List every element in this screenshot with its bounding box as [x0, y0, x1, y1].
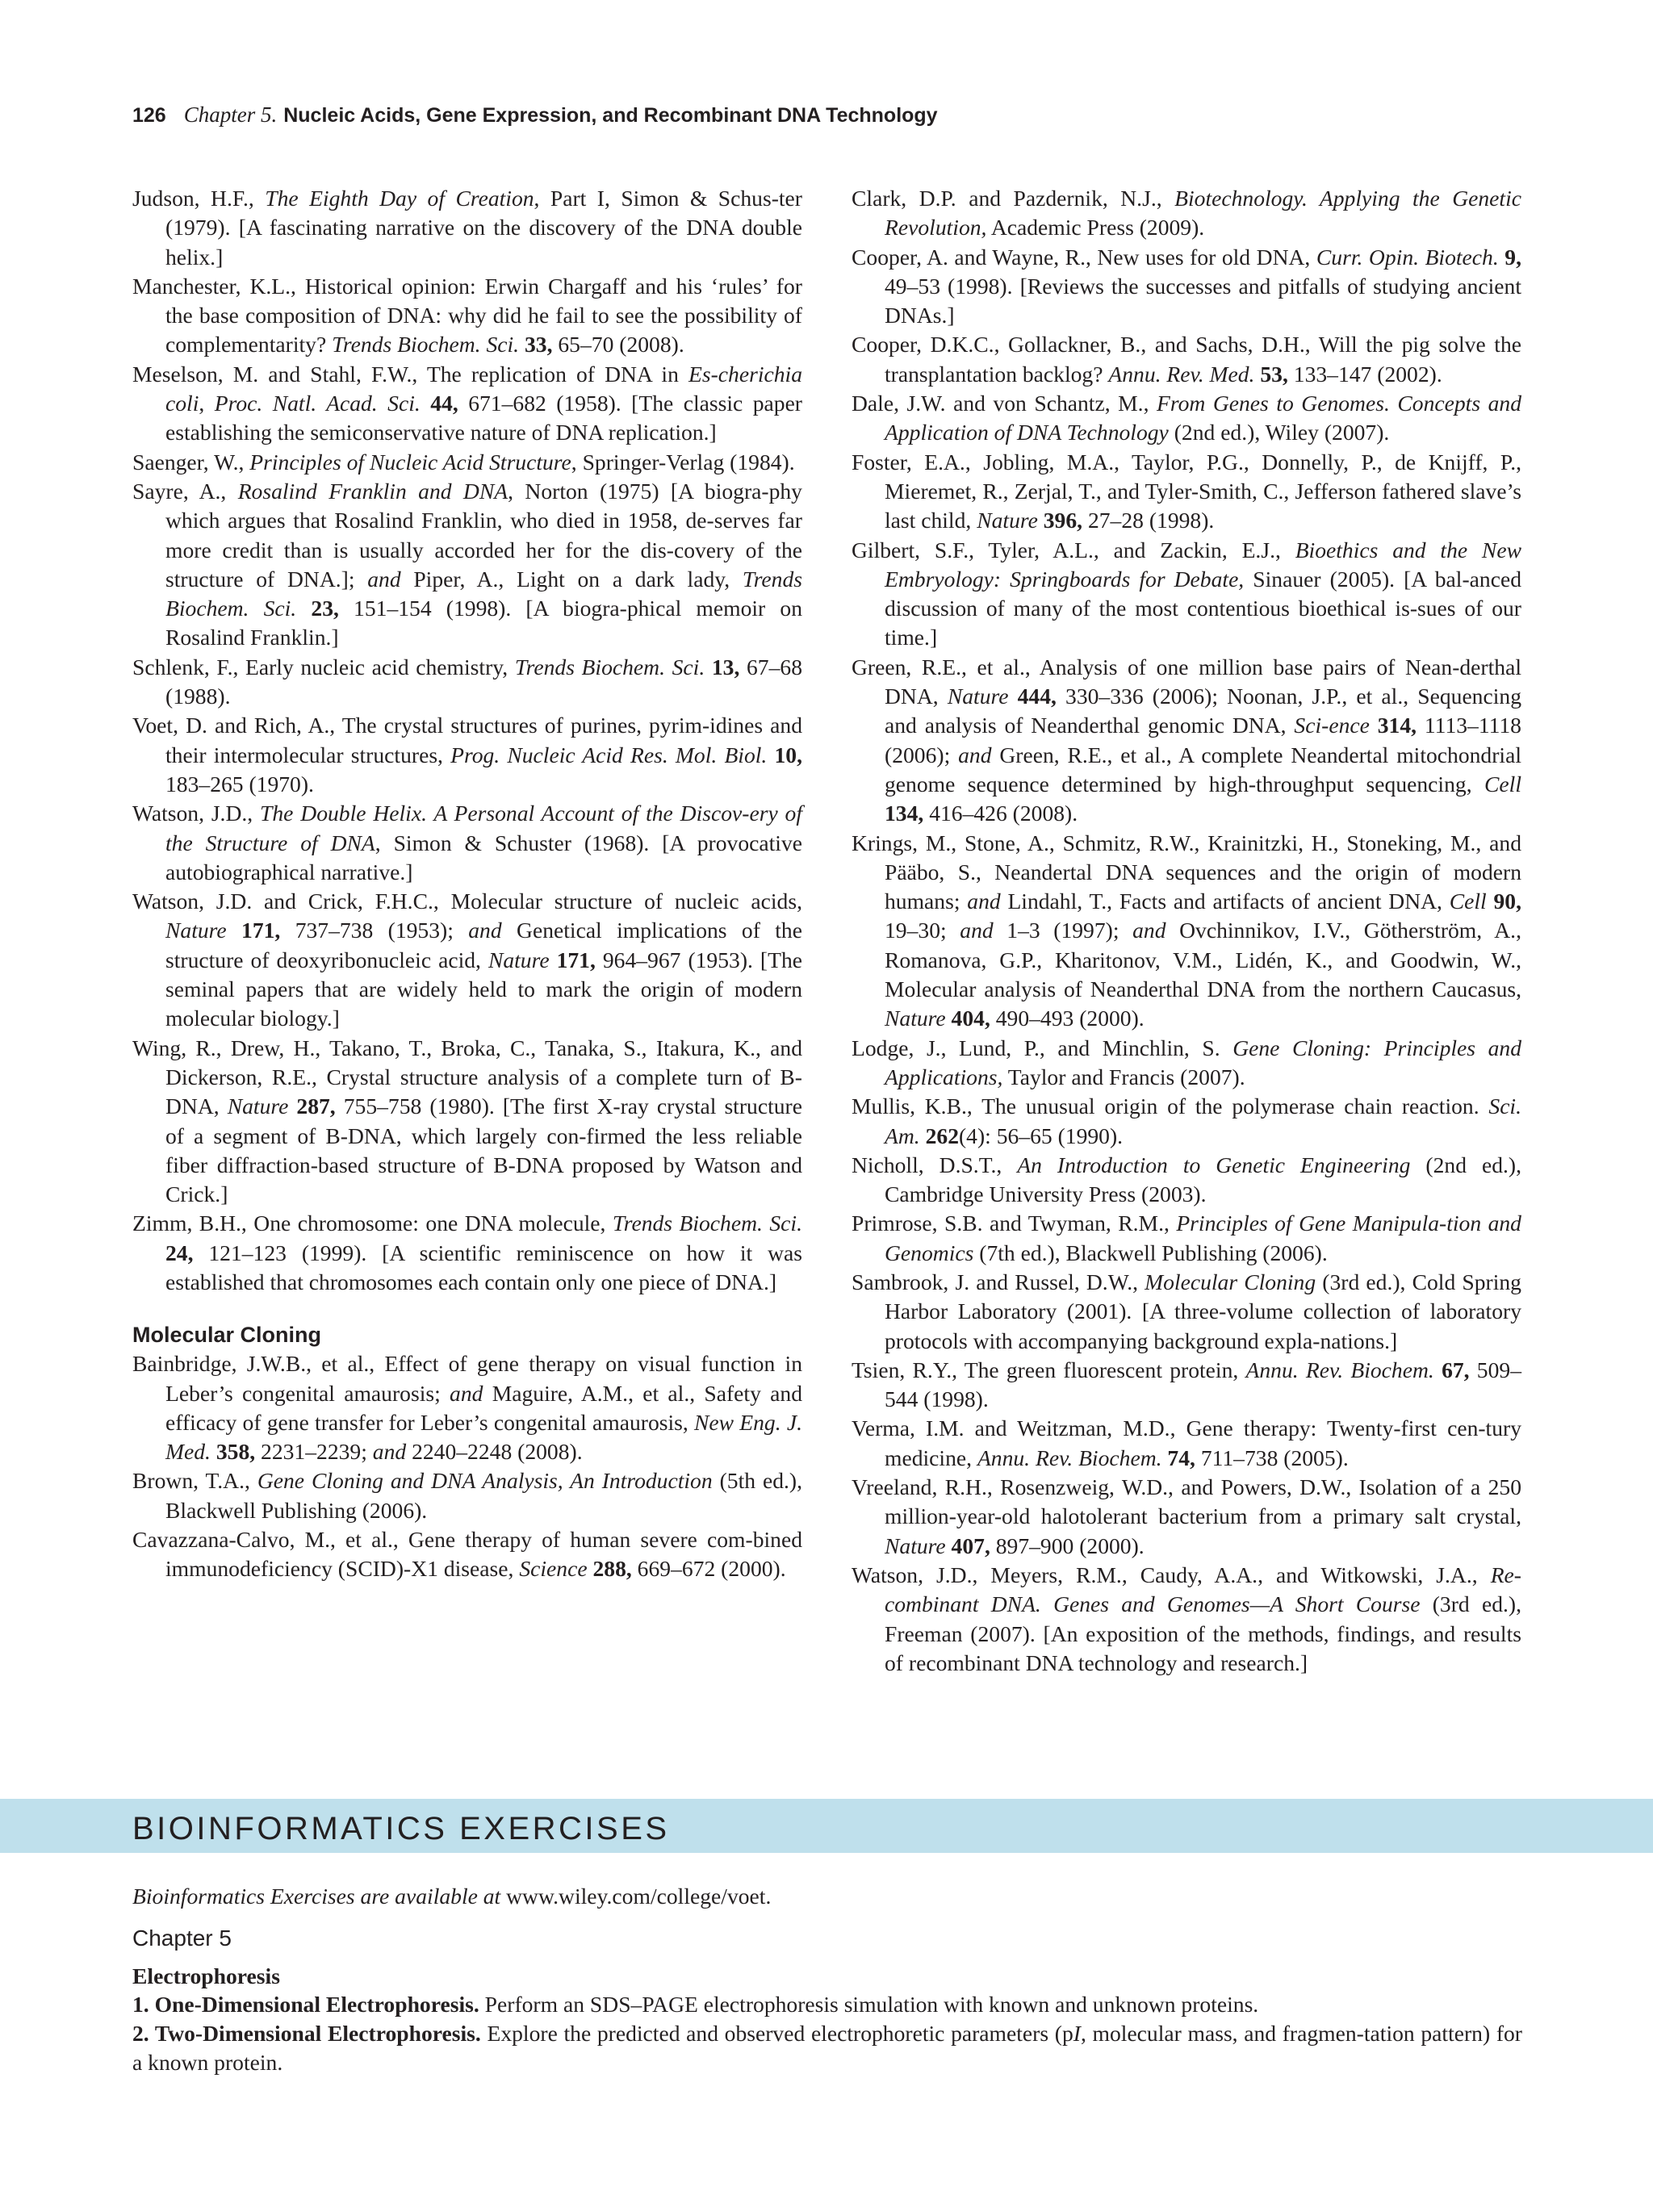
reference-text: (2nd ed.), Cambridge University Press (2003). [885, 1152, 1521, 1207]
reference-text: 964–967 (1953). [The seminal papers that are widely held to mark the origin of modern molecular biology.] [165, 947, 802, 1031]
reference-volume: 262 [925, 1123, 959, 1148]
reference-text: Taylor and Francis (2007). [1002, 1064, 1245, 1089]
reference-text: (7th ed.), Blackwell Publishing (2006). [973, 1240, 1328, 1265]
reference-italic: Trends Biochem. Sci. [332, 332, 520, 358]
reference-italic: The Eighth Day of Creation [265, 186, 534, 211]
reference-list-molecular-cloning [132, 1349, 802, 1583]
reference-volume: 10, [774, 742, 802, 767]
reference-text: 671–682 (1958). [The classic paper establishing the semiconservative nature of DNA replication.] [165, 391, 802, 445]
reference-italic: Nature [488, 947, 550, 972]
reference-text: (2nd ed.), Wiley (2007). [1168, 420, 1390, 445]
reference-volume: 90, [1493, 889, 1521, 914]
reference-text [920, 1123, 926, 1148]
reference-text: 151–154 (1998). [A biogra-phical memoir on Rosalind Franklin.] [165, 596, 802, 650]
reference-entry [132, 1466, 802, 1525]
exercise-2-text-a: Explore the predicted and observed electrophoretic parameters (p [480, 2021, 1073, 2046]
running-head [132, 101, 1521, 129]
reference-text: , Part I, Simon & Schus-ter (1979). [A fascinating narrative on the discovery of the DNA double helix.] [165, 186, 802, 270]
reference-text: Krings, M., Stone, A., Schmitz, R.W., Krainitzki, H., Stoneking, M., and Pääbo, S., Neandertal DNA sequences and the origin of modern humans; [852, 830, 1521, 914]
reference-italic: Trends Biochem. Sci. [514, 654, 705, 679]
reference-text: Maguire, A.M., et al., Safety and efficacy of gene transfer for Leber’s congenital amaurosis, [165, 1380, 802, 1435]
reference-volume: 13, [711, 654, 740, 679]
exercise-2-text-b: , molecular mass, and fragmen-tation pattern) for a known protein. [132, 2021, 1522, 2076]
reference-text: Sambrook, J. and Russel, D.W., [852, 1269, 1145, 1294]
reference-text: Saenger, W., [132, 449, 250, 475]
reference-entry [852, 829, 1521, 1034]
reference-text: Ovchinnikov, I.V., Götherström, A., Romanova, G.P., Kharitonov, V.M., Lidén, K., and Goodwin, W., Molecular analysis of Neanderthal DNA from the northern Caucasus, [885, 918, 1521, 1002]
reference-text: 1–3 (1997); [993, 918, 1133, 943]
reference-italic: Sci-ence [1294, 713, 1370, 738]
reference-text [946, 1006, 952, 1031]
reference-text: (3rd ed.), Freeman (2007). [An exposition of the methods, findings, and results of recombinant DNA technology and research.] [885, 1591, 1521, 1675]
reference-italic: Bioethics and the New Embryology: Springboards for Debate, [885, 537, 1521, 592]
reference-italic: Sci. Am. [885, 1093, 1521, 1148]
reference-italic: Nature [227, 1093, 289, 1119]
reference-text: 330–336 (2006); Noonan, J.P., et al., Sequencing and analysis of Neanderthal genomic DNA, [885, 684, 1521, 738]
reference-italic: Nature [977, 508, 1038, 533]
reference-entry [132, 1034, 802, 1210]
reference-volume: 24, [165, 1240, 194, 1265]
reference-text: Brown, T.A., [132, 1468, 257, 1494]
reference-italic: and [450, 1380, 483, 1406]
reference-volume: 53, [1260, 361, 1288, 387]
reference-entry [132, 272, 802, 360]
reference-text [1487, 889, 1494, 914]
reference-volume: 33, [524, 332, 553, 358]
reference-italic: Annu. Rev. Med. [1108, 361, 1255, 387]
reference-entry [852, 536, 1521, 653]
reference-italic: From Genes to Genomes. Concepts and Application of DNA Technology [885, 391, 1521, 445]
reference-entry [132, 448, 802, 477]
reference-text: Nicholl, D.S.T., [852, 1152, 1018, 1177]
reference-text: Tsien, R.Y., The green fluorescent protein, [852, 1357, 1246, 1382]
reference-text: (3rd ed.), Cold Spring Harbor Laboratory (2001). [A three-volume collection of laboratory protocols with accompanying background expla-nations.] [885, 1269, 1521, 1353]
chapter-label: Chapter 5. [183, 102, 278, 127]
reference-italic: Proc. Natl. Acad. Sci. [214, 391, 421, 416]
reference-text: 755–758 (1980). [The first X-ray crystal structure of a segment of B-DNA, which largely con-firmed the less reliable fiber diffraction-based structure of B-DNA proposed by Watson and Crick.] [165, 1093, 802, 1207]
reference-text: 711–738 (2005). [1195, 1445, 1349, 1470]
reference-entry [852, 1268, 1521, 1356]
reference-italic: and [958, 742, 992, 767]
reference-text: 737–738 (1953); [280, 918, 469, 943]
reference-text: 183–265 (1970). [165, 771, 314, 797]
reference-italic: and [967, 889, 1001, 914]
section-heading-molecular-cloning: Molecular Cloning [132, 1323, 322, 1348]
reference-entry [132, 653, 802, 712]
reference-italic: Annu. Rev. Biochem. [1245, 1357, 1434, 1382]
reference-entry [132, 1209, 802, 1297]
reference-italic: Principles of Gene Manipula-tion and Genomics [885, 1211, 1521, 1265]
reference-volume: 67, [1442, 1357, 1470, 1382]
reference-text: Meselson, M. and Stahl, F.W., The replication of DNA in [132, 361, 688, 387]
reference-entry [852, 1561, 1521, 1678]
reference-entry [852, 448, 1521, 536]
reference-text: 27–28 (1998). [1082, 508, 1215, 533]
reference-entry [852, 1151, 1521, 1210]
reference-text: 133–147 (2002). [1287, 361, 1442, 387]
reference-text: Piper, A., Light on a dark lady, [400, 566, 743, 592]
reference-italic: and [1132, 918, 1166, 943]
reference-italic: Cell [1449, 889, 1487, 914]
reference-text: Gilbert, S.F., Tyler, A.L., and Zackin, E.J., [852, 537, 1295, 562]
reference-entry [852, 1356, 1521, 1415]
reference-italic: Re-combinant DNA. Genes and Genomes—A Short Course [885, 1562, 1521, 1617]
reference-entry [852, 1034, 1521, 1093]
reference-italic: Cell [1484, 771, 1521, 797]
reference-text [705, 654, 712, 679]
reference-text [211, 1439, 216, 1464]
reference-italic: Nature [165, 918, 227, 943]
reference-text: 897–900 (2000). [990, 1533, 1145, 1558]
reference-volume: 74, [1167, 1445, 1195, 1470]
exercise-2-title: 2. Two-Dimensional Electrophoresis. [132, 2021, 481, 2046]
left-column [132, 184, 802, 1584]
reference-volume: 134, [885, 801, 924, 826]
reference-entry [852, 389, 1521, 448]
reference-volume: 171, [241, 918, 281, 943]
reference-text: , Norton (1975) [A biogra-phy which argues that Rosalind Franklin, who died in 1958, de-serves far more credit than is usually accorded her for the dis-covery of the structure of DNA.]; [165, 478, 802, 592]
reference-text [946, 1533, 952, 1558]
reference-italic: Curr. Opin. Biotech. [1316, 244, 1499, 270]
reference-entry [132, 799, 802, 887]
reference-italic: Principles of Nucleic Acid Structure [249, 449, 571, 475]
exercise-1-text: Perform an SDS–PAGE electrophoresis simulation with known and unknown proteins. [479, 1992, 1259, 2017]
reference-entry [132, 711, 802, 799]
reference-volume: 171, [556, 947, 596, 972]
reference-italic: Biotechnology. Applying the Genetic Revolution, [885, 186, 1521, 240]
reference-entry [852, 184, 1521, 243]
reference-text: Judson, H.F., [132, 186, 266, 211]
reference-entry [852, 1092, 1521, 1151]
reference-text [767, 742, 774, 767]
reference-text: Green, R.E., et al., Analysis of one million base pairs of Nean-derthal DNA, [852, 654, 1521, 709]
reference-entry [132, 360, 802, 448]
reference-text: Sayre, A., [132, 478, 238, 504]
reference-text: , Simon & Schuster (1968). [A provocative autobiographical narrative.] [165, 830, 802, 884]
reference-text: Academic Press (2009). [986, 215, 1205, 240]
reference-text: Cavazzana-Calvo, M., et al., Gene therapy of human severe com-bined immunodeficiency (SCID)-X1 disease, [132, 1527, 802, 1582]
reference-text: Verma, I.M. and Weitzman, M.D., Gene therapy: Twenty-first cen-tury medicine, [852, 1415, 1521, 1470]
reference-volume: 287, [296, 1093, 336, 1119]
reference-text [1370, 713, 1378, 738]
reference-text: Cooper, D.K.C., Gollackner, B., and Sachs, D.H., Will the pig solve the transplantation backlog? [852, 332, 1521, 387]
reference-italic: Nature [885, 1006, 946, 1031]
reference-text: 67–68 (1988). [165, 654, 802, 709]
reference-text: 2240–2248 (2008). [406, 1439, 583, 1465]
exercise-2 [132, 2019, 1522, 2078]
reference-text: Watson, J.D., [132, 801, 261, 826]
reference-italic: Gene Cloning and DNA Analysis, An Introduction [257, 1468, 713, 1494]
reference-italic: and [367, 566, 401, 592]
reference-italic: Es-cherichia coli [165, 361, 802, 416]
reference-text [296, 596, 311, 621]
reference-entry [852, 330, 1521, 389]
reference-text: Zimm, B.H., One chromosome: one DNA molecule, [132, 1211, 613, 1236]
reference-volume: 407, [951, 1533, 990, 1558]
reference-italic: New Eng. J. Med. [165, 1409, 802, 1465]
reference-volume: 404, [951, 1006, 990, 1031]
reference-italic: Gene Cloning: Principles and Applications, [885, 1035, 1521, 1089]
reference-text [227, 918, 241, 943]
reference-text: Manchester, K.L., Historical opinion: Erwin Chargaff and his ‘rules’ for the base composition of DNA: why did he fail to see the possibility of complementarity? [132, 273, 802, 358]
reference-text: 509–544 (1998). [885, 1357, 1521, 1412]
reference-text: 19–30; [885, 918, 960, 943]
reference-italic: Prog. Nucleic Acid Res. Mol. Biol. [450, 742, 768, 767]
reference-text: Lodge, J., Lund, P., and Minchlin, S. [852, 1035, 1233, 1060]
reference-list [852, 184, 1521, 1678]
reference-text: Green, R.E., et al., A complete Neandertal mitochondrial genome sequence determined by high-throughput sequencing, [885, 742, 1521, 797]
reference-volume: 314, [1377, 713, 1417, 738]
reference-text: , Springer-Verlag (1984). [571, 449, 795, 475]
exercise-1 [132, 1990, 1522, 2019]
reference-entry [132, 1525, 802, 1584]
bioinformatics-banner-title: BIOINFORMATICS EXERCISES [132, 1811, 670, 1846]
reference-text [1434, 1357, 1442, 1382]
reference-entry [132, 184, 802, 272]
reference-italic: Nature [947, 684, 1009, 709]
reference-italic: Annu. Rev. Biochem. [977, 1445, 1162, 1470]
reference-text [550, 947, 557, 972]
reference-text: (4): 56–65 (1990). [958, 1123, 1124, 1148]
reference-volume: 23, [311, 596, 339, 621]
chapter-title: Nucleic Acids, Gene Expression, and Recombinant DNA Technology [283, 104, 938, 127]
reference-italic: and [372, 1439, 407, 1465]
reference-text: (5th ed.), Blackwell Publishing (2006). [165, 1468, 803, 1523]
reference-text: Foster, E.A., Jobling, M.A., Taylor, P.G., Donnelly, P., de Knijff, P., Mieremet, R., Zerjal, T., and Tyler-Smith, C., Jefferson fathered slave’s last child, [852, 449, 1521, 533]
reference-italic: and [960, 918, 994, 943]
availability-url[interactable]: www.wiley.com/college/voet. [500, 1884, 772, 1909]
reference-text: Genetical implications of the structure of deoxyribonucleic acid, [165, 918, 802, 972]
reference-text [1008, 684, 1017, 709]
reference-volume: 444, [1017, 684, 1057, 709]
reference-italic: Trends Biochem. Sci. [612, 1211, 802, 1236]
reference-list [132, 184, 802, 1297]
reference-text [421, 391, 430, 416]
page-number: 126 [132, 104, 166, 127]
reference-italic: Science [519, 1556, 588, 1582]
exercise-1-title: 1. One-Dimensional Electrophoresis. [132, 1992, 479, 2017]
reference-entry [852, 653, 1521, 829]
reference-text: 49–53 (1998). [Reviews the successes and pitfalls of studying ancient DNAs.] [885, 273, 1521, 328]
reference-text: 490–493 (2000). [990, 1006, 1145, 1031]
reference-text: Watson, J.D. and Crick, F.H.C., Molecular structure of nucleic acids, [132, 889, 802, 914]
reference-text: 65–70 (2008). [552, 332, 684, 358]
availability-text: Bioinformatics Exercises are available at [132, 1884, 501, 1909]
reference-text: Mullis, K.B., The unusual origin of the polymerase chain reaction. [852, 1093, 1489, 1119]
reference-text: Schlenk, F., Early nucleic acid chemistry, [132, 654, 515, 679]
reference-text: Sinauer (2005). [A bal-anced discussion of many of the most contentious bioethical is-sues of our time.] [885, 566, 1521, 650]
reference-entry [132, 887, 802, 1033]
bioinformatics-chapter-label: Chapter 5 [132, 1926, 232, 1951]
reference-text: Bainbridge, J.W.B., et al., Effect of gene therapy on visual function in Leber’s congenital amaurosis; [132, 1351, 802, 1406]
reference-volume: 44, [430, 391, 458, 416]
reference-text: Voet, D. and Rich, A., The crystal structures of purines, pyrim-idines and their intermolecular structures, [132, 713, 802, 767]
reference-text [1038, 508, 1044, 533]
reference-italic: Trends Biochem. Sci. [165, 566, 802, 621]
reference-entry [852, 1473, 1521, 1561]
reference-text: Dale, J.W. and von Schantz, M., [852, 391, 1157, 416]
reference-italic: and [468, 918, 502, 943]
reference-text: Clark, D.P. and Pazdernik, N.J., [852, 186, 1175, 211]
reference-entry [132, 477, 802, 653]
reference-text: Cooper, A. and Wayne, R., New uses for old DNA, [852, 244, 1316, 270]
reference-volume: 9, [1504, 244, 1521, 270]
reference-volume: 288, [592, 1556, 632, 1582]
reference-text [519, 332, 525, 357]
reference-text: 121–123 (1999). [A scientific reminiscence on how it was established that chromosomes each contain only one piece of DNA.] [165, 1240, 802, 1294]
reference-text: 2231–2239; [255, 1439, 373, 1465]
reference-text: 416–426 (2008). [923, 801, 1078, 826]
reference-entry [852, 243, 1521, 331]
reference-text: , [199, 391, 215, 416]
reference-italic: Rosalind Franklin and DNA [237, 478, 508, 504]
right-column [852, 184, 1521, 1678]
reference-entry [852, 1209, 1521, 1268]
reference-text: Watson, J.D., Meyers, R.M., Caudy, A.A., and Witkowski, J.A., [852, 1562, 1491, 1587]
reference-text: Wing, R., Drew, H., Takano, T., Broka, C., Tanaka, S., Itakura, K., and Dickerson, R.E., Crystal structure analysis of a complete turn of B-DNA, [132, 1035, 802, 1119]
exercise-2-text-italic: I [1073, 2021, 1081, 2046]
reference-volume: 358, [216, 1439, 256, 1465]
reference-italic: An Introduction to Genetic Engineering [1017, 1152, 1411, 1177]
reference-text [288, 1093, 296, 1119]
reference-italic: Molecular Cloning [1145, 1269, 1316, 1294]
reference-volume: 396, [1043, 508, 1083, 533]
reference-text: Lindahl, T., Facts and artifacts of ancient DNA, [1000, 889, 1450, 914]
bioinformatics-availability [132, 1882, 1522, 1911]
reference-entry [132, 1349, 802, 1466]
reference-text: 669–672 (2000). [631, 1556, 786, 1582]
reference-entry [852, 1414, 1521, 1473]
reference-text: 1113–1118 (2006); [885, 713, 1521, 767]
reference-text: Primrose, S.B. and Twyman, R.M., [852, 1211, 1177, 1236]
bioinformatics-subheading: Electrophoresis [132, 1963, 280, 1988]
reference-italic: The Double Helix. A Personal Account of the Discov-ery of the Structure of DNA [165, 801, 802, 855]
reference-italic: Nature [885, 1533, 946, 1558]
reference-text: Vreeland, R.H., Rosenzweig, W.D., and Powers, D.W., Isolation of a 250 million-year-old halotolerant bacterium from a primary salt crystal, [852, 1474, 1521, 1529]
